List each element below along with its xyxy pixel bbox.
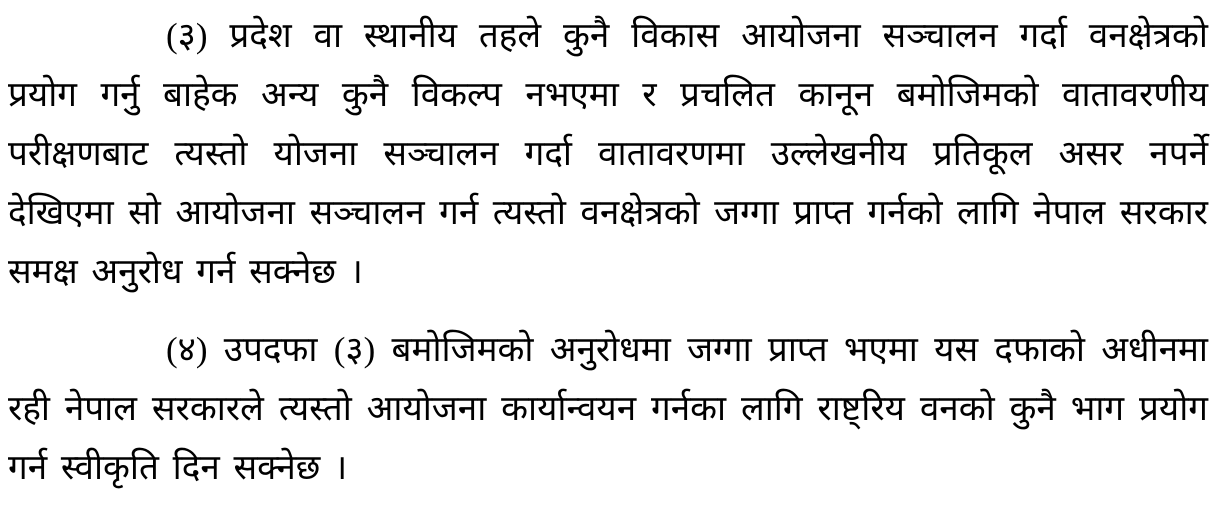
legal-clause-4-paragraph: (४) उपदफा (३) बमोजिमको अनुरोधमा जग्गा प्राप्त भएमा यस दफाको अधीनमा रही नेपाल सरकारले त्यस्तो आयोजना कार्यान्वयन गर्नका लागि राष्ट्रिय वनको कुनै भाग प्रयोग गर्न स्वीकृति दिन सक्नेछ । (8, 330, 1208, 487)
legal-clause-3-paragraph: (३) प्रदेश वा स्थानीय तहले कुनै विकास आयोजना सञ्चालन गर्दा वनक्षेत्रको प्रयोग गर्नु बाहेक अन्य कुनै विकल्प नभएमा र प्रचलित कानून बमोजिमको वातावरणीय परीक्षणबाट त्यस्तो योजना सञ्चालन गर्दा वातावरणमा उल्लेखनीय प्रतिकूल असर नपर्ने देखिएमा सो आयोजना सञ्चालन गर्न त्यस्तो वनक्षेत्रको जग्गा प्राप्त गर्नको लागि नेपाल सरकार समक्ष अनुरोध गर्न सक्नेछ । (8, 16, 1208, 291)
